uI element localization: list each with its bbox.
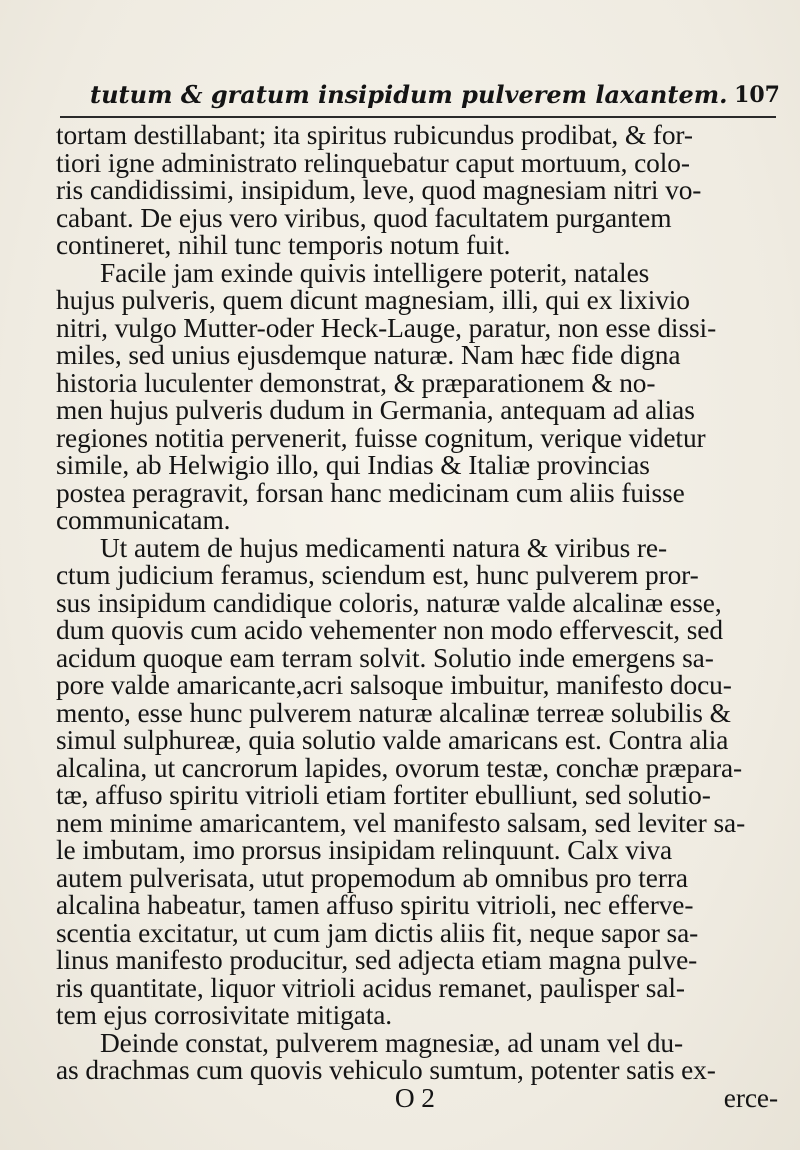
text-line: contineret, nihil tunc temporis notum fuit.	[56, 230, 511, 260]
signature-mark: O 2	[394, 1082, 435, 1113]
text-line: ctum judicium feramus, sciendum est, hunc pulverem pror-	[56, 560, 699, 590]
text-line: tortam destillabant; ita spiritus rubicundus prodibat, & for-	[56, 120, 693, 150]
page-header	[60, 80, 780, 116]
text-line: tiori igne administrato relinquebatur caput mortuum, colo-	[56, 147, 690, 178]
text-line: dum quovis cum acido vehementer non modo effervescit, sed	[56, 615, 723, 645]
text-line: simile, ab Helwigio illo, qui Indias & Italiæ provincias	[56, 450, 650, 480]
text-line: as drachmas cum quovis vehiculo sumtum, potenter satis ex-	[56, 1055, 716, 1085]
header-rule	[60, 116, 776, 118]
text-line: sus insipidum candidique coloris, naturæ valde alcalinæ esse,	[56, 587, 722, 618]
text-line: nem minime amaricantem, vel manifesto salsam, sed leviter sa-	[56, 807, 746, 838]
text-line: linus manifesto producitur, sed adjecta etiam magna pulve-	[56, 945, 698, 975]
page-number: 107	[734, 82, 780, 108]
text-line: tæ, affuso spiritu vitrioli etiam fortiter ebulliunt, sed solutio-	[56, 780, 711, 810]
text-line: postea peragravit, forsan hanc medicinam cum aliis fuisse	[56, 477, 685, 508]
text-line: men hujus pulveris dudum in Germania, antequam ad alias	[56, 395, 695, 425]
text-line: autem pulverisata, utut propemodum ab omnibus pro terra	[56, 862, 688, 893]
text-line: le imbutam, imo prorsus insipidam relinquunt. Calx viva	[56, 835, 673, 865]
text-line: hujus pulveris, quem dicunt magnesiam, illi, qui ex lixivio	[56, 285, 690, 315]
text-line: regiones notitia pervenerit, fuisse cognitum, verique videtur	[56, 422, 706, 453]
body-text	[56, 122, 778, 1112]
paragraph-start-line: Facile jam exinde quivis intelligere poterit, natales	[100, 257, 650, 288]
text-line: acidum quoque eam terram solvit. Solutio inde emergens sa-	[56, 642, 714, 673]
text-line: cabant. De ejus vero viribus, quod facultatem purgantem	[56, 202, 672, 233]
text-line: nitri, vulgo Mutter-oder Heck-Lauge, paratur, non esse dissi-	[56, 312, 717, 343]
text-line: ris quantitate, liquor vitrioli acidus remanet, paulisper sal-	[56, 972, 685, 1003]
catchword: erce-	[723, 1082, 778, 1113]
text-line: simul sulphureæ, quia solutio valde amaricans est. Contra alia	[56, 725, 729, 755]
text-line: alcalina habeatur, tamen affuso spiritu vitrioli, nec efferve-	[56, 890, 694, 920]
text-line: communicatam.	[56, 505, 231, 535]
running-head: tutum & gratum insipidum pulverem laxantem.	[90, 80, 728, 109]
text-line: tem ejus corrosivitate mitigata.	[56, 1000, 393, 1030]
text-line: alcalina, ut cancrorum lapides, ovorum testæ, conchæ præpara-	[56, 752, 743, 783]
paragraph-start-line: Ut autem de hujus medicamenti natura & viribus re-	[100, 532, 667, 563]
footer-spacer	[96, 1085, 385, 1113]
paragraph-start-line: Deinde constat, pulverem magnesiæ, ad unam vel du-	[100, 1027, 683, 1058]
footer-spacer	[435, 1085, 724, 1113]
footer-line	[56, 1082, 778, 1113]
text-line: historia luculenter demonstrat, & præparationem & no-	[56, 367, 656, 398]
text-line: ris candidissimi, insipidum, leve, quod magnesiam nitri vo-	[56, 175, 702, 205]
text-line: pore valde amaricante,acri salsoque imbuitur, manifesto docu-	[56, 670, 732, 700]
text-line: miles, sed unius ejusdemque naturæ. Nam hæc fide digna	[56, 340, 681, 370]
text-line: scentia excitatur, ut cum jam dictis aliis fit, neque sapor sa-	[56, 917, 699, 948]
text-line: mento, esse hunc pulverem naturæ alcalinæ terreæ solubilis &	[56, 697, 731, 728]
